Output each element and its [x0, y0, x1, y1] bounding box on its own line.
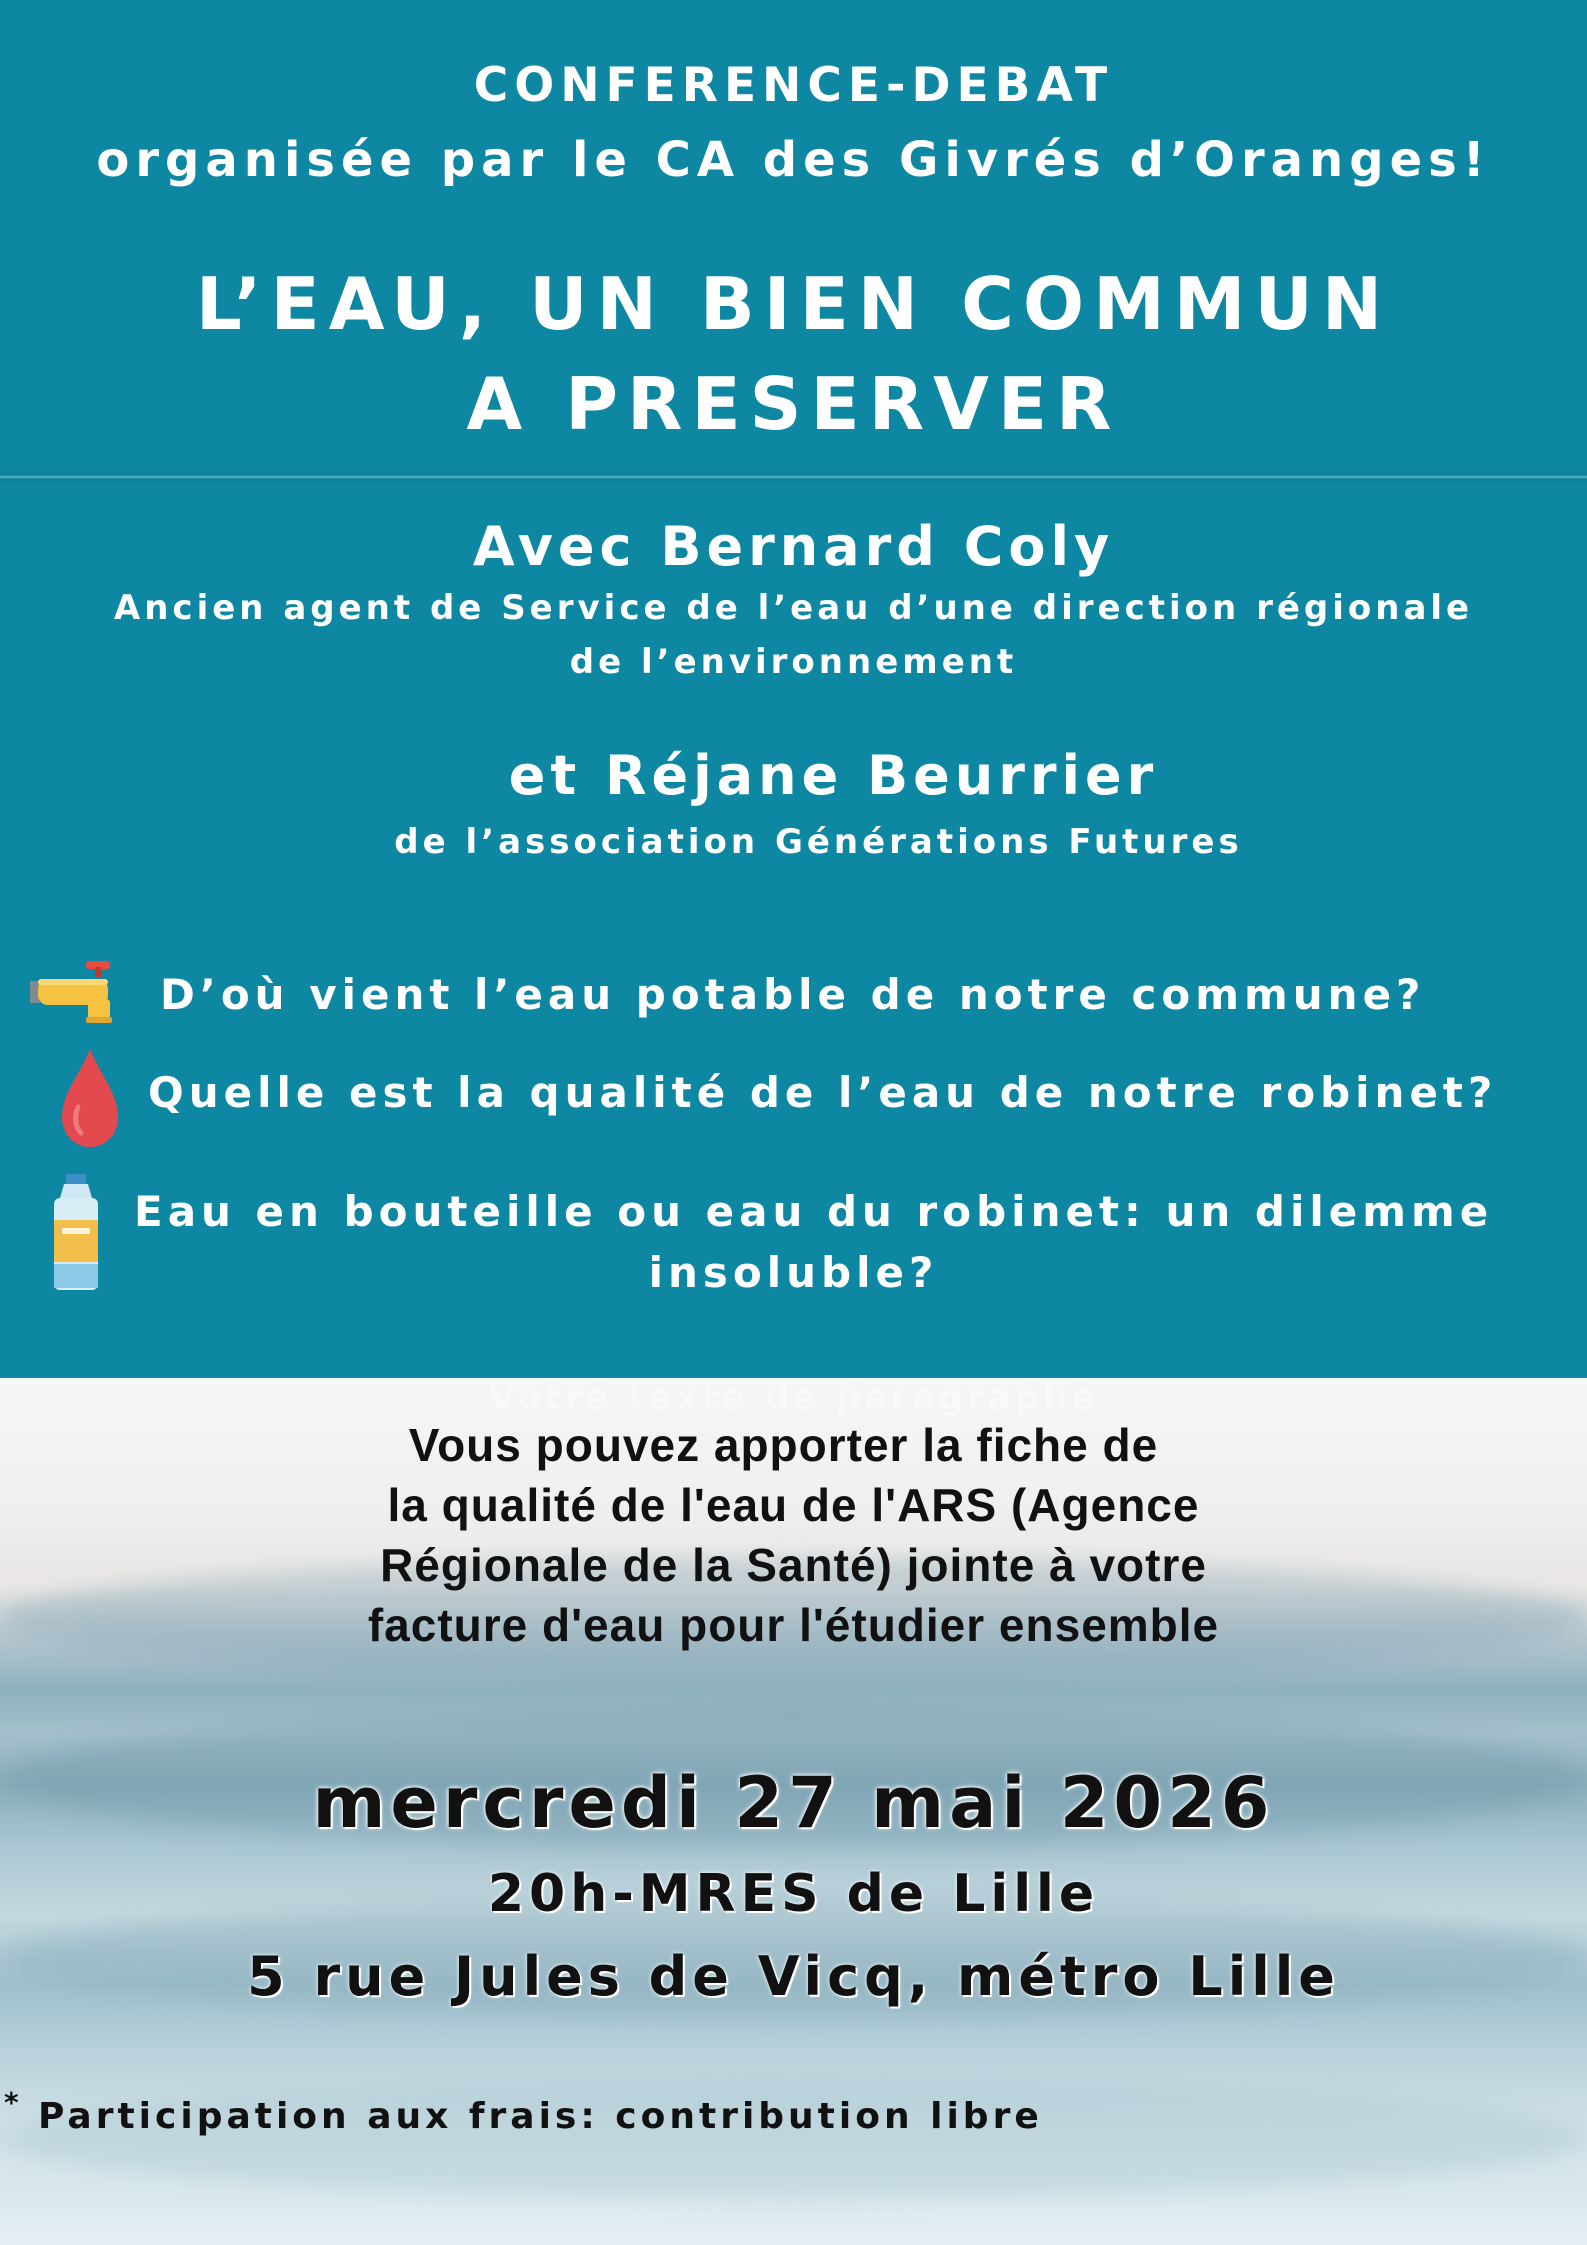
participation-note: Participation aux frais: contribution libre — [38, 2096, 1043, 2137]
question-2: Quelle est la qualité de l’eau de notre robinet? — [148, 1068, 1498, 1117]
speaker1-role: Ancien agent de Service de l’eau d’une direction régionale — [113, 588, 1474, 628]
speaker2-role: de l’association Générations Futures — [394, 822, 1243, 862]
placeholder-text: Votre texte de paragraphe — [488, 1378, 1099, 1418]
question-1: D’où vient l’eau potable de notre commune? — [160, 970, 1426, 1019]
question-3-line2: insoluble? — [648, 1248, 939, 1297]
faucet-icon — [26, 955, 122, 1025]
organizer: organisée par le CA des Givrés d’Oranges! — [96, 132, 1491, 188]
page-title: L’EAU, UN BIEN COMMUN — [195, 262, 1392, 346]
event-date: mercredi 27 mai 2026 — [312, 1762, 1275, 1844]
banner-divider — [0, 470, 1587, 484]
asterisk: * — [4, 2086, 19, 2119]
question-3: Eau en bouteille ou eau du robinet: un dilemme — [134, 1187, 1494, 1236]
info-line3: Régionale de la Santé) jointe à votre — [380, 1539, 1207, 1591]
info-line2: la qualité de l'eau de l'ARS (Agence — [387, 1479, 1200, 1531]
event-address: 5 rue Jules de Vicq, métro Lille — [247, 1945, 1340, 2008]
event-type: CONFERENCE-DEBAT — [473, 58, 1114, 113]
water-drop-icon — [58, 1045, 122, 1151]
info-line4: facture d'eau pour l'étudier ensemble — [367, 1599, 1220, 1651]
info-line1: Vous pouvez apporter la fiche de — [408, 1419, 1159, 1471]
speaker2-name: et Réjane Beurrier — [508, 744, 1159, 807]
speaker1-name: Avec Bernard Coly — [472, 515, 1115, 578]
speaker1-role-line2: de l’environnement — [569, 642, 1018, 682]
event-time-place: 20h-MRES de Lille — [487, 1864, 1100, 1924]
page-title-line2: A PRESERVER — [466, 362, 1121, 446]
